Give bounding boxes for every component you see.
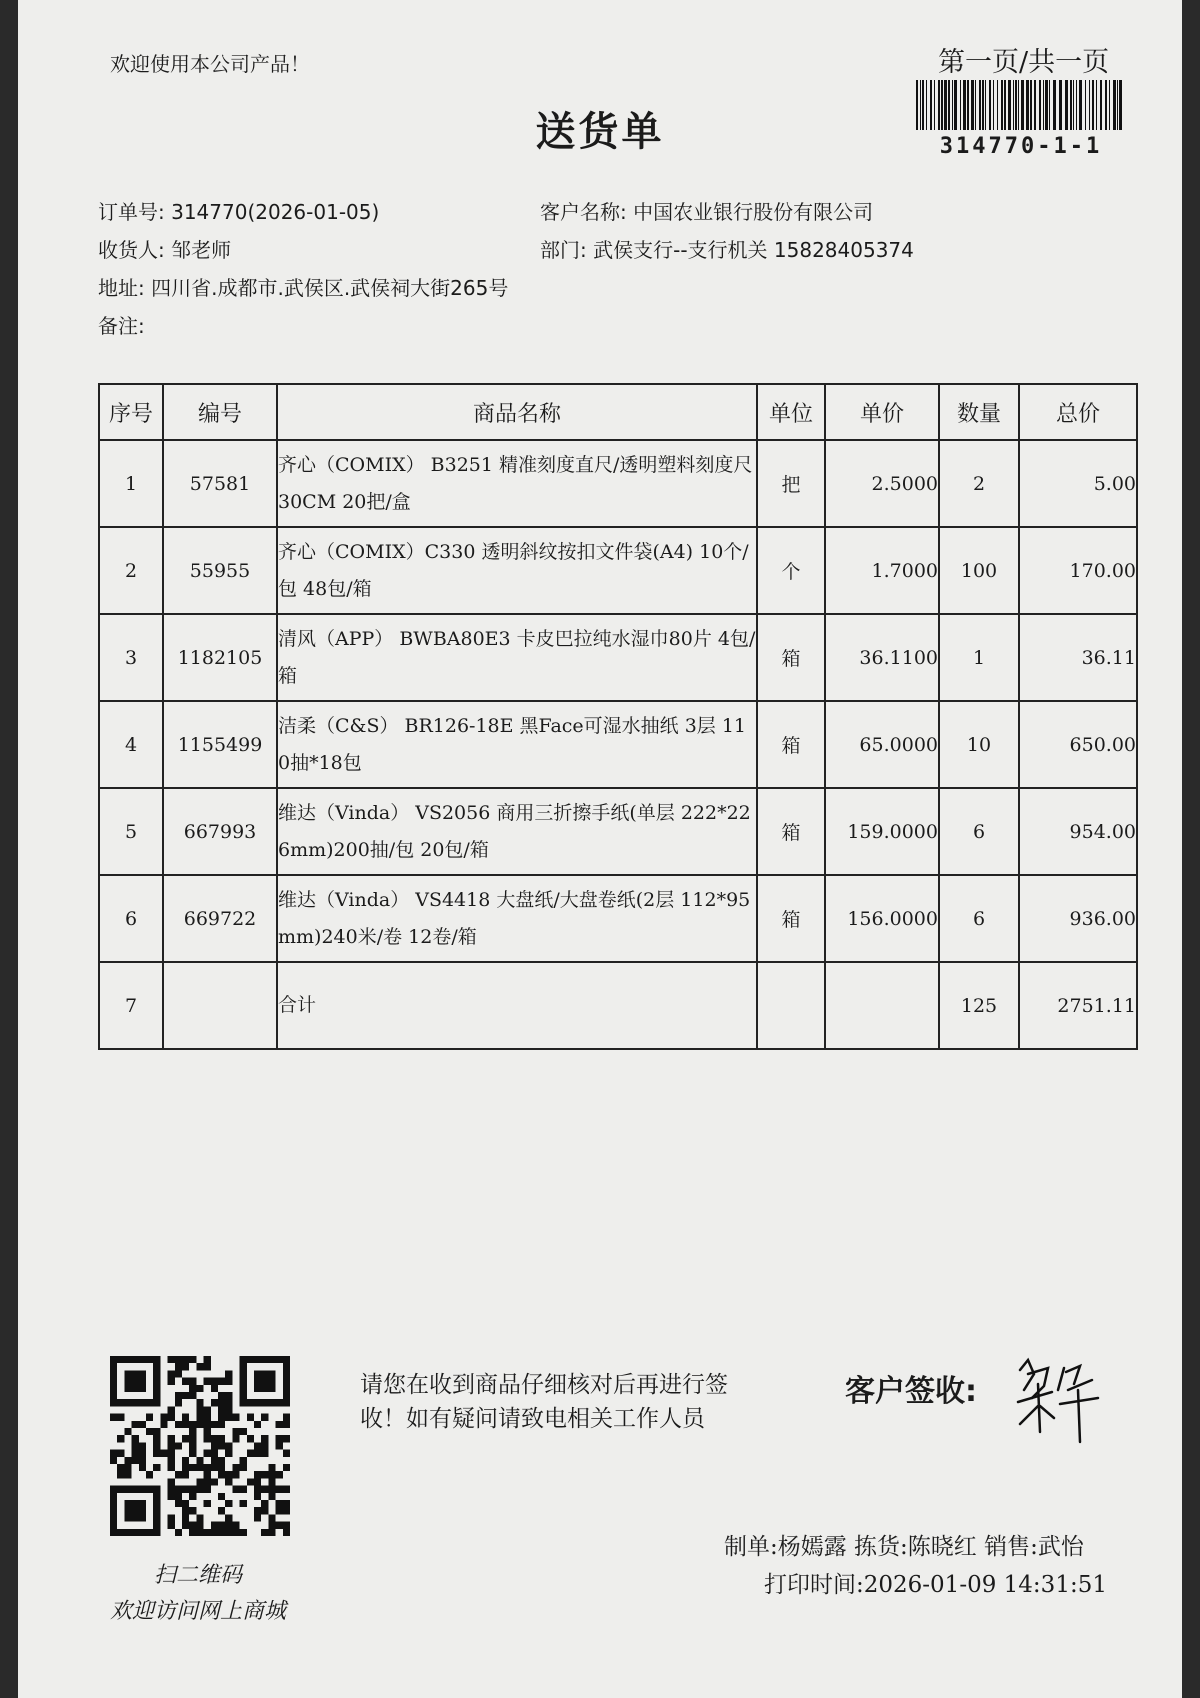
cell-unit: 箱	[757, 875, 825, 962]
customer-field	[540, 196, 873, 225]
page-indicator: 第一页/共一页	[938, 47, 1110, 78]
department-field	[540, 234, 914, 263]
cell-product-name: 清风（APP） BWBA80E3 卡皮巴拉纯水湿巾80片 4包/箱	[277, 614, 757, 701]
verification-notice	[360, 1368, 728, 1436]
cell-total: 5.00	[1019, 440, 1137, 527]
cell-unit-price: 1.7000	[825, 527, 939, 614]
cell-unit: 箱	[757, 701, 825, 788]
cell-quantity: 100	[939, 527, 1019, 614]
notice-line-1: 请您在收到商品仔细核对后再进行签	[360, 1372, 728, 1398]
cell-unit-price	[825, 962, 939, 1049]
cell-code: 55955	[163, 527, 277, 614]
cell-seq: 1	[99, 440, 163, 527]
cell-quantity: 6	[939, 875, 1019, 962]
cell-quantity: 10	[939, 701, 1019, 788]
print-time: 打印时间:2026-01-09 14:31:51	[764, 1572, 1107, 1598]
cell-quantity: 6	[939, 788, 1019, 875]
header-code: 编号	[163, 384, 277, 440]
cell-seq: 2	[99, 527, 163, 614]
cell-code: 667993	[163, 788, 277, 875]
cell-code: 669722	[163, 875, 277, 962]
table-row	[99, 614, 1137, 701]
goods-table	[98, 383, 1138, 1050]
cell-total: 936.00	[1019, 875, 1137, 962]
header-unit: 单位	[757, 384, 825, 440]
cell-quantity: 2	[939, 440, 1019, 527]
cell-product-name: 齐心（COMIX） B3251 精准刻度直尺/透明塑料刻度尺 30CM 20把/盒	[277, 440, 757, 527]
cell-seq: 7	[99, 962, 163, 1049]
address-field	[98, 272, 508, 301]
receiver-field	[98, 234, 231, 263]
cell-total: 36.11	[1019, 614, 1137, 701]
customer-signature	[1008, 1350, 1108, 1446]
cell-seq: 5	[99, 788, 163, 875]
cell-unit	[757, 962, 825, 1049]
cell-unit-price: 2.5000	[825, 440, 939, 527]
cell-total: 650.00	[1019, 701, 1137, 788]
table-header-row	[99, 384, 1137, 440]
cell-unit: 个	[757, 527, 825, 614]
header-unit-price: 单价	[825, 384, 939, 440]
barcode	[916, 80, 1126, 130]
summary-quantity: 125	[939, 962, 1019, 1049]
cell-code	[163, 962, 277, 1049]
receiver-value: 邹老师	[171, 238, 232, 262]
summary-row	[99, 962, 1137, 1049]
staff-info: 制单:杨嫣露 拣货:陈晓红 销售:武怡	[724, 1534, 1084, 1560]
cell-unit-price: 65.0000	[825, 701, 939, 788]
receiver-label: 收货人:	[98, 238, 165, 262]
cell-seq: 6	[99, 875, 163, 962]
header-quantity: 数量	[939, 384, 1019, 440]
cell-unit-price: 156.0000	[825, 875, 939, 962]
cell-unit: 箱	[757, 614, 825, 701]
remark-field	[98, 310, 145, 339]
header-total: 总价	[1019, 384, 1137, 440]
cell-seq: 4	[99, 701, 163, 788]
cell-product-name: 维达（Vinda） VS4418 大盘纸/大盘卷纸(2层 112*95mm)240米/卷 12卷/箱	[277, 875, 757, 962]
department-label: 部门:	[540, 238, 587, 262]
customer-value: 中国农业银行股份有限公司	[633, 200, 874, 224]
cell-product-name: 洁柔（C&S） BR126-18E 黑Face可湿水抽纸 3层 110抽*18包	[277, 701, 757, 788]
cell-quantity: 1	[939, 614, 1019, 701]
cell-code: 57581	[163, 440, 277, 527]
header-seq: 序号	[99, 384, 163, 440]
summary-label: 合计	[277, 962, 757, 1049]
cell-code: 1155499	[163, 701, 277, 788]
qr-caption-visit: 欢迎访问网上商城	[109, 1599, 286, 1624]
cell-unit: 箱	[757, 788, 825, 875]
address-label: 地址:	[98, 276, 145, 300]
cell-unit: 把	[757, 440, 825, 527]
cell-unit-price: 159.0000	[825, 788, 939, 875]
customer-sign-label: 客户签收:	[845, 1374, 977, 1409]
cell-code: 1182105	[163, 614, 277, 701]
remark-label: 备注:	[98, 314, 145, 338]
order-number-field	[98, 196, 379, 225]
delivery-note-paper	[18, 0, 1182, 1698]
address-value: 四川省.成都市.武侯区.武侯祠大街265号	[151, 276, 509, 300]
cell-seq: 3	[99, 614, 163, 701]
table-row	[99, 527, 1137, 614]
document-title: 送货单	[535, 109, 665, 155]
table-row	[99, 440, 1137, 527]
cell-product-name: 齐心（COMIX）C330 透明斜纹按扣文件袋(A4) 10个/包 48包/箱	[277, 527, 757, 614]
table-row	[99, 875, 1137, 962]
notice-line-2: 收！如有疑问请致电相关工作人员	[360, 1406, 705, 1432]
customer-label: 客户名称:	[540, 200, 627, 224]
table-row	[99, 788, 1137, 875]
department-value: 武侯支行--支行机关 15828405374	[593, 238, 914, 262]
qr-code	[110, 1356, 290, 1536]
order-number-label: 订单号:	[98, 200, 165, 224]
summary-total: 2751.11	[1019, 962, 1137, 1049]
qr-caption-scan: 扫二维码	[153, 1563, 242, 1588]
table-row	[99, 701, 1137, 788]
cell-product-name: 维达（Vinda） VS2056 商用三折擦手纸(单层 222*226mm)200抽/包 20包/箱	[277, 788, 757, 875]
barcode-number: 314770-1-1	[939, 134, 1103, 159]
cell-unit-price: 36.1100	[825, 614, 939, 701]
cell-total: 170.00	[1019, 527, 1137, 614]
welcome-text: 欢迎使用本公司产品！	[110, 52, 310, 76]
cell-total: 954.00	[1019, 788, 1137, 875]
order-number-value: 314770(2026-01-05)	[171, 200, 380, 224]
header-product-name: 商品名称	[277, 384, 757, 440]
